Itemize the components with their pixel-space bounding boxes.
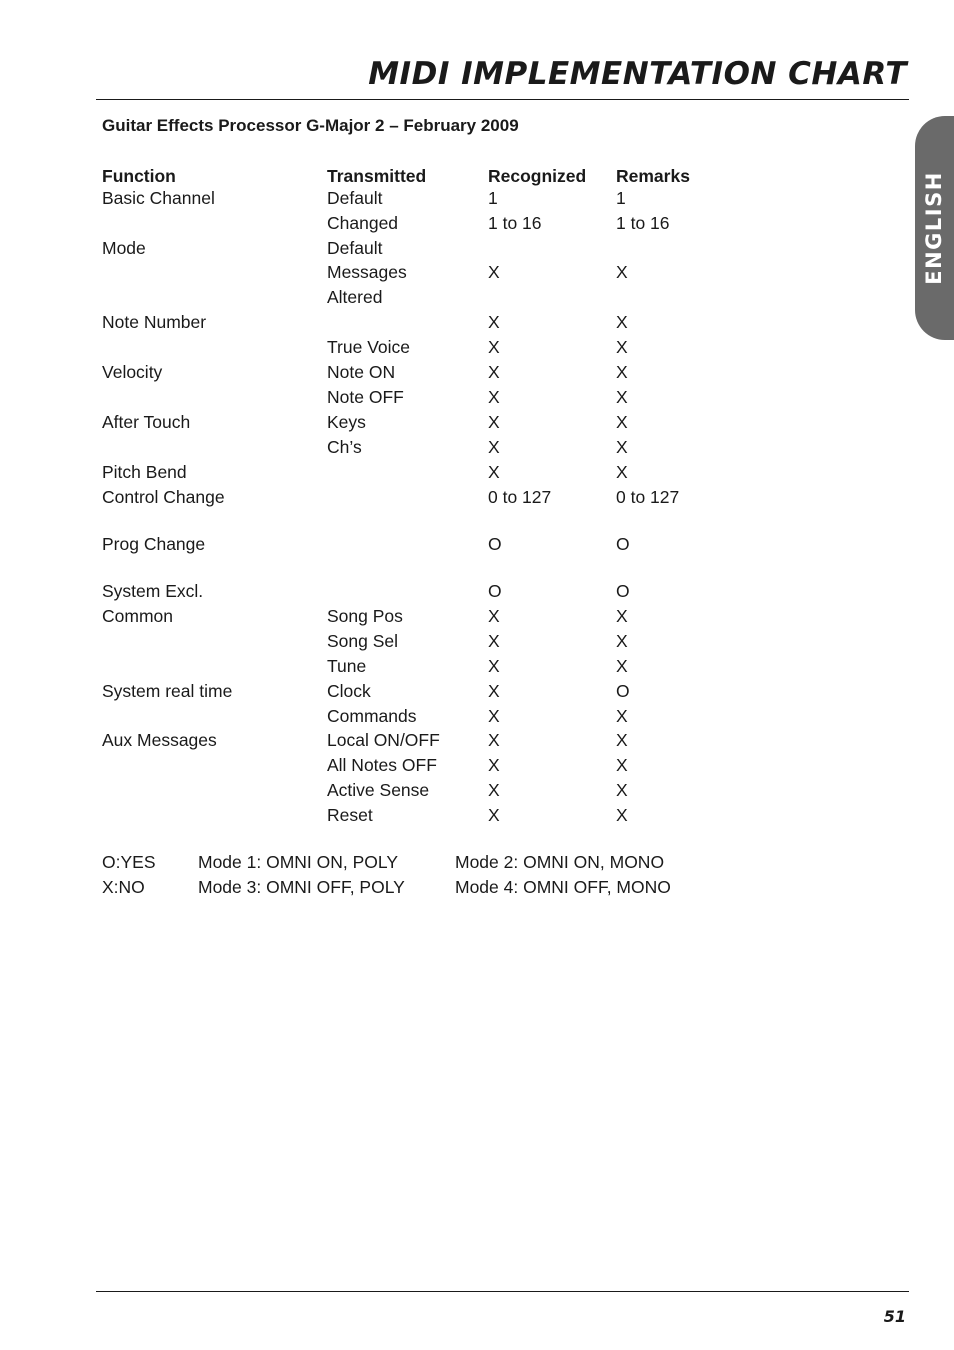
table-cell-transmitted: Messages xyxy=(327,262,407,282)
table-cell-remarks: X xyxy=(616,755,628,775)
legend-key: X:NO xyxy=(102,877,145,897)
table-cell-transmitted: Note OFF xyxy=(327,387,404,407)
table-cell-remarks: X xyxy=(616,362,628,382)
table-cell-remarks: X xyxy=(616,262,628,282)
table-cell-recognized: 1 xyxy=(488,188,498,208)
table-cell-recognized: X xyxy=(488,681,500,701)
document-subtitle: Guitar Effects Processor G-Major 2 – February 2009 xyxy=(102,116,519,135)
table-cell-transmitted: Active Sense xyxy=(327,780,430,800)
table-cell-transmitted: Changed xyxy=(327,213,399,233)
table-cell-recognized: X xyxy=(488,387,500,407)
table-cell-remarks: X xyxy=(616,437,628,457)
table-cell-recognized: X xyxy=(488,262,500,282)
table-cell-recognized: X xyxy=(488,805,500,825)
table-cell-recognized: 0 to 127 xyxy=(488,487,552,507)
table-cell-transmitted: Song Pos xyxy=(327,606,403,626)
table-cell-remarks: 1 xyxy=(616,188,626,208)
table-cell-function: Pitch Bend xyxy=(102,462,187,482)
table-cell-remarks: 0 to 127 xyxy=(616,487,680,507)
table-cell-recognized: X xyxy=(488,730,500,750)
page-title: MIDI IMPLEMENTATION CHART xyxy=(368,56,907,92)
table-cell-function: Note Number xyxy=(102,312,207,332)
table-cell-recognized: O xyxy=(488,534,502,554)
table-cell-recognized: X xyxy=(488,631,500,651)
table-cell-recognized: 1 to 16 xyxy=(488,213,542,233)
legend-mode: Mode 1: OMNI ON, POLY xyxy=(198,852,399,872)
table-cell-transmitted: True Voice xyxy=(327,337,411,357)
table-header-function: Function xyxy=(102,166,176,186)
table-cell-remarks: O xyxy=(616,681,630,701)
table-cell-remarks: X xyxy=(616,412,628,432)
table-cell-function: Control Change xyxy=(102,487,225,507)
table-cell-function: Velocity xyxy=(102,362,163,382)
table-cell-recognized: X xyxy=(488,362,500,382)
legend-mode: Mode 2: OMNI ON, MONO xyxy=(455,852,665,872)
table-header-transmitted: Transmitted xyxy=(327,166,427,186)
table-cell-transmitted: Local ON/OFF xyxy=(327,730,440,750)
table-cell-function: Common xyxy=(102,606,173,626)
language-tab-label: ENGLISH xyxy=(922,171,946,285)
table-cell-recognized: X xyxy=(488,412,500,432)
table-cell-transmitted: Keys xyxy=(327,412,366,432)
legend-key: O:YES xyxy=(102,852,156,872)
table-cell-function: System Excl. xyxy=(102,581,204,601)
table-cell-function: Aux Messages xyxy=(102,730,217,750)
table-header-remarks: Remarks xyxy=(616,166,690,186)
table-cell-recognized: X xyxy=(488,780,500,800)
table-cell-recognized: X xyxy=(488,656,500,676)
table-cell-function: Basic Channel xyxy=(102,188,215,208)
table-cell-transmitted: All Notes OFF xyxy=(327,755,437,775)
table-cell-transmitted: Altered xyxy=(327,287,383,307)
table-cell-function: System real time xyxy=(102,681,233,701)
table-cell-remarks: X xyxy=(616,606,628,626)
table-cell-transmitted: Ch’s xyxy=(327,437,362,457)
table-cell-recognized: X xyxy=(488,437,500,457)
table-cell-remarks: 1 to 16 xyxy=(616,213,670,233)
table-cell-remarks: X xyxy=(616,656,628,676)
table-cell-function: Mode xyxy=(102,238,146,258)
page-number: 51 xyxy=(883,1307,906,1326)
table-cell-remarks: O xyxy=(616,534,630,554)
table-cell-transmitted: Tune xyxy=(327,656,367,676)
top-divider xyxy=(96,99,909,100)
table-cell-remarks: O xyxy=(616,581,630,601)
table-cell-recognized: X xyxy=(488,312,500,332)
table-cell-transmitted: Commands xyxy=(327,706,417,726)
table-cell-recognized: X xyxy=(488,462,500,482)
table-cell-transmitted: Clock xyxy=(327,681,371,701)
table-cell-transmitted: Default xyxy=(327,238,383,258)
table-cell-transmitted: Note ON xyxy=(327,362,396,382)
table-cell-remarks: X xyxy=(616,312,628,332)
table-cell-transmitted: Default xyxy=(327,188,383,208)
table-cell-recognized: X xyxy=(488,606,500,626)
table-cell-function: Prog Change xyxy=(102,534,206,554)
table-cell-transmitted: Song Sel xyxy=(327,631,399,651)
table-cell-recognized: X xyxy=(488,337,500,357)
table-cell-remarks: X xyxy=(616,706,628,726)
table-cell-remarks: X xyxy=(616,462,628,482)
table-header-recognized: Recognized xyxy=(488,166,587,186)
table-cell-transmitted: Reset xyxy=(327,805,373,825)
table-cell-remarks: X xyxy=(616,631,628,651)
table-cell-recognized: X xyxy=(488,755,500,775)
table-cell-recognized: O xyxy=(488,581,502,601)
table-cell-remarks: X xyxy=(616,337,628,357)
table-cell-recognized: X xyxy=(488,706,500,726)
table-cell-remarks: X xyxy=(616,805,628,825)
legend-mode: Mode 4: OMNI OFF, MONO xyxy=(455,877,671,897)
table-cell-remarks: X xyxy=(616,730,628,750)
table-cell-remarks: X xyxy=(616,387,628,407)
table-cell-remarks: X xyxy=(616,780,628,800)
legend-mode: Mode 3: OMNI OFF, POLY xyxy=(198,877,405,897)
table-cell-function: After Touch xyxy=(102,412,191,432)
bottom-divider xyxy=(96,1291,909,1292)
